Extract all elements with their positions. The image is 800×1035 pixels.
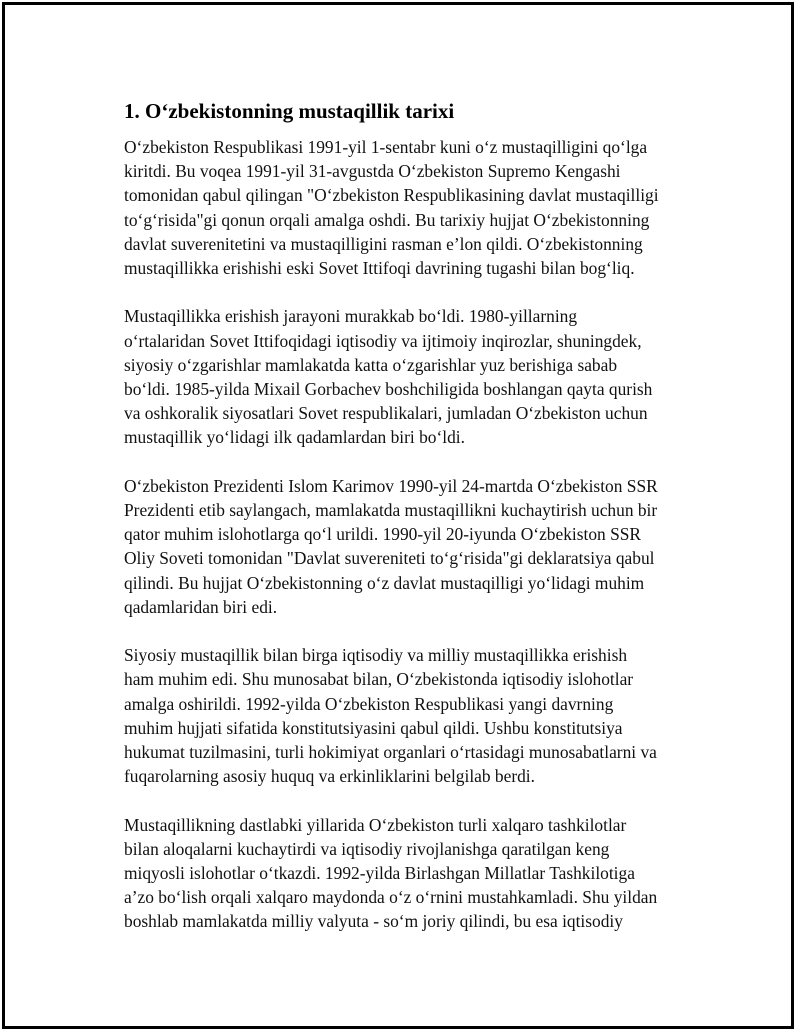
paragraph-2: Mustaqillikka erishish jarayoni murakkab bo‘ldi. 1980-yillarning o‘rtalaridan Sovet Ittifoqidagi iqtisodiy va ijtimoiy inqirozlar, shuningdek, siyosiy o‘zgarishlar mamlakatda katta o‘zgarishlar yuz berishiga sabab bo‘ldi. 1985-yilda Mixail Gorbachev boshchiligida boshlangan qayta qurish va oshkoralik siyosatlari Sovet respublikalari, jumladan O‘zbekiston uchun mustaqillik yo‘lidagi ilk qadamlardan biri bo‘ldi.: [124, 306, 653, 448]
paragraph-4: Siyosiy mustaqillik bilan birga iqtisodiy va milliy mustaqillikka erishish ham muhim edi. Shu munosabat bilan, O‘zbekistonda iqtisodiy islohotlar amalga oshirildi. 1992-yilda O‘zbekiston Respublikasi yangi davrning muhim hujjati sifatida konstitutsiyasini qabul qildi. Ushbu konstitutsiya hukumat tuzilmasini, turli hokimiyat organlari o‘rtasidagi munosabatlarni va fuqarolarning asosiy huquq va erkinliklarini belgilab berdi.: [124, 645, 657, 787]
document-body: [124, 97, 724, 958]
paragraph-5: Mustaqillikning dastlabki yillarida O‘zbekiston turli xalqaro tashkilotlar bilan aloqalarni kuchaytirdi va iqtisodiy rivojlanishga qaratilgan keng miqyosli islohotlar o‘tkazdi. 1992-yilda Birlashgan Millatlar Tashkilotiga a’zo bo‘lish orqali xalqaro maydonda o‘z o‘rnini mustahkamladi. Shu yildan boshlab mamlakatda milliy valyuta - so‘m joriy qilindi, bu esa iqtisodiy: [124, 814, 658, 932]
page-frame: [2, 2, 794, 1029]
paragraph-1: O‘zbekiston Respublikasi 1991-yil 1-sentabr kuni o‘z mustaqilligini qo‘lga kiritdi. Bu voqea 1991-yil 31-avgustda O‘zbekiston Supremo Kengashi tomonidan qabul qilingan "O‘zbekiston Respublikasining davlat mustaqilligi to‘g‘risida"gi qonun orqali amalga oshdi. Bu tarixiy hujjat O‘zbekistonning davlat suverenitetini va mustaqilligini rasman e’lon qildi. O‘zbekistonning mustaqillikka erishishi eski Sovet Ittifoqi davrining tugashi bilan bog‘liq.: [124, 137, 659, 279]
section-title: 1. O‘zbekistonning mustaqillik tarixi: [124, 99, 455, 123]
paragraph-3: O‘zbekiston Prezidenti Islom Karimov 1990-yil 24-martda O‘zbekiston SSR Prezidenti etib saylangach, mamlakatda mustaqillikni kuchaytirish uchun bir qator muhim islohotlarga qo‘l urildi. 1990-yil 20-iyunda O‘zbekiston SSR Oliy Soveti tomonidan "Davlat suvereniteti to‘g‘risida"gi deklaratsiya qabul qilindi. Bu hujjat O‘zbekistonning o‘z davlat mustaqilligi yo‘lidagi muhim qadamlaridan biri edi.: [124, 475, 658, 617]
